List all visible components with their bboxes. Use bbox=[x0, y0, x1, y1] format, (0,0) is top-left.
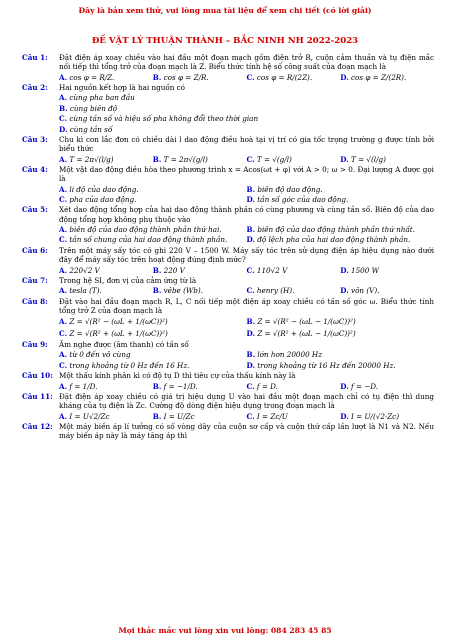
answer-option bbox=[247, 329, 435, 338]
question-3 bbox=[22, 135, 434, 154]
question-list bbox=[22, 52, 434, 441]
answer-option bbox=[340, 382, 434, 391]
question-text: Trên một máy sấy tóc có ghi 220 V – 1500 W. Máy sấy tóc trên sử dụng điện áp hiệu dụng nào dưới đây để máy sấy tóc trên hoạt động đúng định mức? bbox=[59, 245, 434, 265]
option-label: B. bbox=[246, 184, 256, 194]
answer-option bbox=[247, 195, 435, 204]
option-label: B. bbox=[152, 265, 162, 275]
option-text: từ 0 đến vô cùng bbox=[69, 350, 131, 360]
question-number: Câu 5: bbox=[22, 205, 48, 215]
question-text: Một thấu kính phân kì có độ tụ D thì tiêu cự của thấu kính này là bbox=[59, 371, 296, 381]
question-text: Chu kì con lắc đơn có chiều dài l dao động điều hoà tại vị trí có gia tốc trọng trường g được tính bởi biểu thức bbox=[59, 134, 434, 154]
option-text: pha của dao động. bbox=[69, 195, 137, 205]
option-label: B. bbox=[246, 350, 256, 360]
question-11 bbox=[22, 392, 434, 411]
question-2 bbox=[22, 83, 434, 92]
option-text: tần số chung của hai dao động thành phần. bbox=[69, 235, 228, 245]
question-9 bbox=[22, 340, 434, 349]
option-text: 220√2 V bbox=[69, 265, 100, 275]
option-text: f = D. bbox=[256, 381, 278, 391]
option-label: D. bbox=[340, 154, 349, 164]
answer-option bbox=[59, 412, 153, 421]
question-10 bbox=[22, 371, 434, 380]
answer-option bbox=[59, 185, 247, 194]
option-text: cùng pha ban đầu bbox=[69, 93, 135, 103]
option-label: A. bbox=[59, 93, 68, 103]
answer-option bbox=[59, 382, 153, 391]
option-text: cos φ = Z/(2R). bbox=[351, 72, 407, 82]
answer-option bbox=[247, 382, 341, 391]
option-label: B. bbox=[246, 317, 256, 327]
question-12 bbox=[22, 422, 434, 441]
option-text: Z = √(R² + (ωL − 1/(ωC))²) bbox=[257, 328, 356, 338]
option-label: D. bbox=[340, 411, 349, 421]
answer-option bbox=[340, 412, 434, 421]
option-text: lớn hơn 20000 Hz bbox=[257, 350, 322, 360]
option-label: C. bbox=[59, 195, 68, 205]
option-text: biên độ dao động. bbox=[257, 184, 323, 194]
option-text: henry (H). bbox=[256, 286, 295, 296]
question-number: Câu 1: bbox=[22, 53, 48, 62]
option-text: cos φ = R/Z. bbox=[69, 72, 115, 82]
answer-option bbox=[153, 382, 247, 391]
option-text: cos φ = Z/R. bbox=[163, 72, 209, 82]
option-label: D. bbox=[246, 195, 255, 205]
answer-option bbox=[247, 73, 341, 82]
answer-option bbox=[59, 317, 247, 326]
option-text: trong khoảng từ 16 Hz đến 20000 Hz. bbox=[257, 360, 396, 370]
option-label: C. bbox=[246, 381, 255, 391]
option-text: I = U√2/Zc bbox=[69, 411, 110, 421]
option-label: A. bbox=[59, 411, 68, 421]
option-label: B. bbox=[152, 286, 162, 296]
question-number: Câu 2: bbox=[22, 83, 48, 93]
option-text: 1500 W bbox=[351, 265, 379, 275]
question-text: Hai nguồn kết hợp là hai nguồn có bbox=[59, 83, 185, 93]
option-label: A. bbox=[59, 286, 68, 296]
option-text: độ lệch pha của hai dao động thành phần. bbox=[257, 235, 411, 245]
option-label: A. bbox=[59, 350, 68, 360]
answer-option bbox=[59, 114, 434, 123]
option-text: Z = √(R² − (ωL + 1/(ωC))²) bbox=[69, 317, 168, 327]
option-label: B. bbox=[246, 225, 256, 235]
option-text: f = −D. bbox=[351, 381, 379, 391]
answer-option bbox=[153, 73, 247, 82]
question-number: Câu 3: bbox=[22, 134, 48, 144]
contact-banner: Mọi thắc mắc vui lòng xin vui lòng: 084 283 45 85 bbox=[118, 626, 332, 635]
answer-option bbox=[153, 412, 247, 421]
option-label: B. bbox=[59, 103, 68, 113]
option-text: f = 1/D. bbox=[69, 381, 98, 391]
option-label: C. bbox=[246, 72, 255, 82]
question-5 bbox=[22, 205, 434, 224]
answer-option bbox=[59, 225, 247, 234]
option-label: D. bbox=[340, 286, 349, 296]
answer-option bbox=[247, 350, 435, 359]
answer-option bbox=[59, 73, 153, 82]
answer-option bbox=[247, 185, 435, 194]
option-label: A. bbox=[59, 72, 68, 82]
option-label: A. bbox=[59, 381, 68, 391]
answer-option bbox=[247, 286, 341, 295]
option-text: cos φ = R/(2Z). bbox=[256, 72, 313, 82]
option-text: f = −1/D. bbox=[163, 381, 198, 391]
option-text: T = 2π√(l/g) bbox=[69, 154, 114, 164]
question-text: Đặt điện áp xoay chiều vào hai đầu một đoạn mạch gồm điện trở R, cuộn cảm thuần và tụ điện mắc nối tiếp thì tổng trở của đoạn mạch là Z. Biểu thức tính hệ số công suất của đoạn mạch là bbox=[59, 53, 434, 72]
answer-option bbox=[59, 286, 153, 295]
option-text: cùng tần số bbox=[69, 124, 113, 134]
option-label: C. bbox=[59, 114, 68, 124]
option-label: C. bbox=[246, 265, 255, 275]
option-label: A. bbox=[59, 265, 68, 275]
answer-option bbox=[340, 155, 434, 164]
answer-option bbox=[59, 93, 434, 102]
option-label: C. bbox=[246, 286, 255, 296]
option-text: biên độ của dao động thành phần thứ nhất. bbox=[257, 225, 415, 235]
option-label: D. bbox=[59, 124, 68, 134]
question-number: Câu 11: bbox=[22, 391, 53, 401]
question-number: Câu 10: bbox=[22, 371, 53, 381]
option-text: vôn (V). bbox=[351, 286, 380, 296]
answer-option bbox=[59, 195, 247, 204]
option-label: A. bbox=[59, 154, 68, 164]
answer-option bbox=[247, 266, 341, 275]
question-text: Âm nghe được (âm thanh) có tần số bbox=[59, 340, 189, 350]
option-label: B. bbox=[152, 381, 162, 391]
option-text: I = Zc/U bbox=[256, 411, 288, 421]
option-label: B. bbox=[152, 411, 162, 421]
option-text: 110√2 V bbox=[256, 265, 288, 275]
answer-option bbox=[340, 286, 434, 295]
option-text: cùng tần số và hiệu số pha không đổi theo thời gian bbox=[69, 114, 259, 124]
option-label: B. bbox=[152, 154, 162, 164]
answer-option bbox=[153, 155, 247, 164]
question-number: Câu 12: bbox=[22, 421, 53, 431]
answer-option bbox=[247, 361, 435, 370]
answer-option bbox=[59, 266, 153, 275]
option-label: C. bbox=[246, 411, 255, 421]
option-text: cùng biên độ bbox=[69, 103, 118, 113]
option-text: I = U/Zc bbox=[163, 411, 195, 421]
option-label: A. bbox=[59, 317, 68, 327]
answer-option bbox=[59, 125, 434, 134]
answer-option bbox=[340, 73, 434, 82]
question-text: Một vật dao động điều hòa theo phương trình x = Acos(ωt + φ) với A > 0; ω > 0. Đại lượng A được gọi là bbox=[59, 164, 434, 184]
exam-title: ĐỀ VẬT LÝ THUẬN THÀNH – BẮC NINH NH 2022-2023 bbox=[91, 36, 359, 46]
question-number: Câu 6: bbox=[22, 245, 48, 255]
option-text: T = √(l/g) bbox=[351, 154, 386, 164]
option-label: C. bbox=[59, 235, 68, 245]
option-text: tần số góc của dao động. bbox=[257, 195, 349, 205]
question-1 bbox=[22, 53, 434, 72]
answer-option bbox=[340, 266, 434, 275]
option-label: D. bbox=[246, 360, 255, 370]
answer-option bbox=[59, 361, 247, 370]
option-text: tesla (T). bbox=[69, 286, 102, 296]
question-number: Câu 4: bbox=[22, 164, 48, 174]
question-number: Câu 9: bbox=[22, 340, 48, 350]
option-label: D. bbox=[340, 265, 349, 275]
answer-option bbox=[153, 286, 247, 295]
answer-option bbox=[247, 235, 435, 244]
answer-option bbox=[247, 225, 435, 234]
option-text: I = U/(√2·Zc) bbox=[351, 411, 400, 421]
option-label: B. bbox=[152, 72, 162, 82]
option-label: D. bbox=[246, 235, 255, 245]
option-text: li độ của dao động. bbox=[69, 184, 139, 194]
option-text: T = 2π√(g/l) bbox=[163, 154, 208, 164]
answer-option bbox=[59, 329, 247, 338]
option-text: vêbe (Wb). bbox=[163, 286, 203, 296]
option-label: D. bbox=[340, 72, 349, 82]
answer-option bbox=[247, 412, 341, 421]
question-text: Đặt vào hai đầu đoạn mạch R, L, C nối tiếp một điện áp xoay chiều có tần số góc ω. Biểu thức tính tổng trở Z của đoạn mạch là bbox=[59, 296, 434, 315]
answer-option bbox=[59, 350, 247, 359]
question-text: Xét dao động tổng hợp của hai dao động thành phần có cùng phương và cùng tần số. Biên độ của dao động tổng hợp không phụ thuộc vào bbox=[59, 205, 434, 224]
question-4 bbox=[22, 165, 434, 184]
question-text: Một máy biến áp lí tưởng có số vòng dây của cuộn sơ cấp và cuộn thứ cấp lần lượt là N1 và N2. Nếu máy biến áp này là máy tăng áp thì bbox=[59, 421, 434, 441]
question-text: Trong hệ SI, đơn vị của cảm ứng từ là bbox=[59, 275, 197, 285]
answer-option bbox=[247, 155, 341, 164]
answer-option bbox=[247, 317, 435, 326]
answer-option bbox=[59, 235, 247, 244]
question-8 bbox=[22, 297, 434, 316]
option-label: D. bbox=[340, 381, 349, 391]
option-text: Z = √(R² − (ωL − 1/(ωC))²) bbox=[257, 317, 356, 327]
question-6 bbox=[22, 246, 434, 265]
answer-option bbox=[153, 266, 247, 275]
option-text: trong khoảng từ 0 Hz đến 16 Hz. bbox=[69, 360, 190, 370]
option-label: A. bbox=[59, 184, 68, 194]
option-label: C. bbox=[246, 154, 255, 164]
option-text: Z = √(R² + (ωL + 1/(ωC))²) bbox=[69, 328, 168, 338]
option-label: C. bbox=[59, 360, 68, 370]
option-text: T = √(g/l) bbox=[256, 154, 292, 164]
question-number: Câu 7: bbox=[22, 275, 48, 285]
option-text: 220 V bbox=[163, 265, 185, 275]
option-label: A. bbox=[59, 225, 68, 235]
preview-banner: Đây là bản xem thử, vui lòng mua tài liệu để xem chi tiết (có lời giải) bbox=[78, 6, 372, 15]
option-label: D. bbox=[246, 328, 255, 338]
question-7 bbox=[22, 276, 434, 285]
option-text: biên độ của dao động thành phần thứ hai. bbox=[69, 225, 222, 235]
option-label: C. bbox=[59, 328, 68, 338]
answer-option bbox=[59, 155, 153, 164]
answer-option bbox=[59, 104, 434, 113]
question-number: Câu 8: bbox=[22, 296, 48, 306]
question-text: Đặt điện áp xoay chiều có giá trị hiệu dụng U vào hai đầu một đoạn mạch chỉ có tụ điện thì dung kháng của tụ điện là Zc. Cường độ dòng điện hiệu dụng trong đoạn mạch là bbox=[59, 391, 434, 411]
